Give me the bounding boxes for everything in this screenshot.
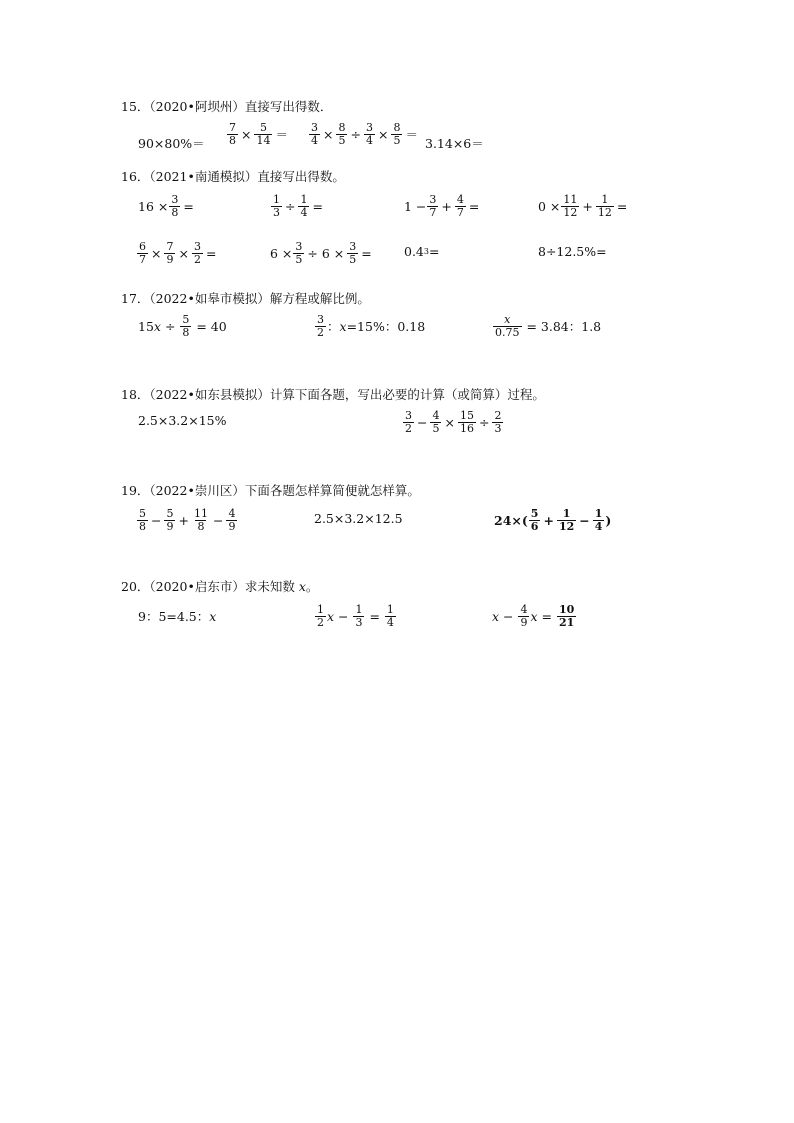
- q19-title: 19．（2022•崇川区）下面各题怎样算简便就怎样算。: [121, 483, 420, 498]
- q16-f-den2: 5: [349, 252, 357, 266]
- q19-a-op1: −: [151, 512, 162, 528]
- q15-e3-op3: ×: [377, 126, 389, 142]
- q16-g-base: 0.4: [404, 244, 424, 259]
- q16-expr-c: [404, 194, 481, 218]
- q16-f-num1: 3: [295, 240, 303, 253]
- q20-c-den2: 21: [558, 615, 575, 629]
- q19-c-op1: +: [543, 512, 554, 528]
- q19-c-num2: 1: [562, 507, 571, 520]
- q18-b-den1: 2: [405, 421, 412, 435]
- q18-b-op2: ×: [444, 414, 455, 430]
- q15-e2-num2: 5: [259, 121, 267, 134]
- q19-a-den4: 9: [228, 519, 236, 533]
- q19-a-num3: 11: [193, 507, 208, 520]
- q17-c-den: 0.75: [495, 325, 520, 339]
- q16-f-num2: 3: [349, 240, 357, 253]
- q20-c-num1: 4: [520, 603, 528, 616]
- q15-expr-3: [308, 122, 420, 146]
- q16-f-pre: 6 ×: [270, 245, 293, 261]
- q20-a-var: x: [209, 608, 217, 624]
- q17-a-rest: = 40: [192, 318, 227, 334]
- q19-c-post: ): [605, 512, 612, 528]
- q16-d-den2: 12: [597, 205, 612, 219]
- q16-c-op: +: [441, 198, 452, 214]
- q17-b-var: x: [339, 318, 347, 334]
- q16-c-num1: 3: [429, 193, 437, 206]
- q15-e3-den3: 4: [365, 133, 373, 147]
- q19-a-op2: +: [178, 512, 189, 528]
- q16-c-eq: =: [468, 198, 480, 214]
- q16-b-num2: 1: [300, 193, 308, 206]
- q17-a-pre: 15: [138, 318, 154, 334]
- q16-expr-e: [136, 241, 218, 265]
- q16-e-num3: 3: [193, 240, 201, 253]
- q15-e2-op: ×: [241, 126, 252, 142]
- q16-b-op: ÷: [285, 198, 296, 214]
- q20-b-den3: 4: [386, 615, 394, 629]
- q20-b-num2: 1: [355, 603, 363, 616]
- q16-b-num1: 1: [273, 193, 280, 206]
- q20-expr-c: [492, 604, 577, 628]
- q19-a-num4: 4: [228, 507, 236, 520]
- q16-b-den1: 3: [273, 205, 280, 219]
- q20-title-post: 。: [305, 579, 319, 594]
- q15-e2-den2: 14: [256, 133, 271, 147]
- q18-b-op1: −: [417, 414, 428, 430]
- q15-e2-eq: ＝: [275, 127, 288, 143]
- q16-e-op2: ×: [178, 245, 189, 261]
- q16-expr-f: [270, 241, 374, 265]
- q20-b-num3: 1: [386, 603, 394, 616]
- q19-c-den1: 6: [530, 519, 539, 533]
- q19-c-den2: 12: [558, 519, 575, 533]
- q16-d-eq: =: [616, 198, 628, 214]
- q16-d-pre: 0 ×: [538, 198, 561, 214]
- q19-c-op2: −: [579, 512, 590, 528]
- q15-title: 15．（2020•阿坝州）直接写出得数．: [121, 99, 333, 114]
- q17-b-den: 2: [317, 325, 324, 339]
- q19-a-num2: 5: [166, 507, 174, 520]
- q20-c-op: −: [499, 608, 518, 624]
- q20-expr-a: [138, 607, 216, 625]
- q15-e3-num3: 3: [365, 121, 373, 134]
- q17-c-rest: = 3.84：1.8: [522, 319, 602, 335]
- q19-a-op3: −: [212, 512, 224, 528]
- q16-e-den1: 7: [139, 252, 146, 266]
- q15-e3-op1: ×: [323, 126, 334, 142]
- q16-f-eq: =: [361, 245, 372, 261]
- q17-a-num: 5: [182, 313, 190, 326]
- q16-d-num2: 1: [601, 193, 609, 206]
- q20-title: [121, 577, 318, 595]
- q20-c-den1: 9: [520, 615, 528, 629]
- q19-a-den1: 8: [139, 519, 146, 533]
- q16-e-den2: 9: [166, 252, 174, 266]
- q18-b-num2: 4: [432, 409, 440, 422]
- q18-b-den2: 5: [432, 421, 440, 435]
- q17-expr-c: [492, 314, 601, 338]
- q18-expr-a: 2.5×3.2×15%: [138, 413, 227, 428]
- q16-e-den3: 2: [193, 252, 201, 266]
- q18-b-num1: 3: [405, 409, 412, 422]
- q17-b-rest2: =15%：0.18: [346, 319, 426, 335]
- q15-e2-num1: 7: [229, 121, 236, 134]
- q16-f-den1: 5: [295, 252, 303, 266]
- q20-b-op: −: [334, 608, 353, 624]
- q16-title: 16．（2021•南通模拟）直接写出得数。: [121, 169, 345, 184]
- q15-e3-den4: 5: [393, 133, 401, 147]
- q17-title: 17．（2022•如皋市模拟）解方程或解比例。: [121, 291, 370, 306]
- q20-c-var2: x: [530, 608, 538, 624]
- q20-c-num2: 10: [558, 603, 575, 616]
- q15-e3-num4: 8: [393, 121, 401, 134]
- q19-c-num3: 1: [594, 507, 603, 520]
- q20-b-eq: =: [365, 608, 384, 624]
- q20-b-var: x: [327, 608, 335, 624]
- q16-e-eq: =: [205, 245, 217, 261]
- q20-a-pre: 9：5=4.5：: [138, 609, 210, 624]
- q16-e-op1: ×: [151, 245, 162, 261]
- q16-expr-h: 8÷12.5%=: [538, 244, 607, 259]
- q17-expr-a: [138, 314, 227, 338]
- q16-c-den1: 7: [429, 205, 437, 219]
- q20-c-eq: =: [537, 608, 556, 624]
- q15-e2-den1: 8: [229, 133, 236, 147]
- q19-a-den3: 8: [197, 519, 205, 533]
- q16-a-den: 8: [171, 205, 179, 219]
- q16-expr-g: [404, 244, 439, 259]
- q17-c-num: x: [504, 313, 511, 326]
- q16-a-eq: =: [183, 198, 194, 214]
- q16-f-mid: ÷ 6 ×: [307, 245, 345, 261]
- q15-expr-4: 3.14×6＝: [425, 136, 484, 151]
- q16-c-num2: 4: [456, 193, 464, 206]
- q15-e3-den1: 4: [311, 133, 318, 147]
- q16-e-num2: 7: [166, 240, 174, 253]
- q15-e3-num2: 8: [338, 121, 346, 134]
- q19-c-pre: 24×(: [494, 512, 528, 528]
- q19-expr-c: [494, 508, 611, 532]
- q16-c-pre: 1 −: [404, 198, 427, 214]
- q20-title-pre: 20．（2020•启东市）求未知数: [121, 579, 299, 594]
- q17-expr-b: [314, 314, 425, 338]
- q16-c-den2: 7: [456, 205, 464, 219]
- q16-a-num: 3: [171, 193, 179, 206]
- q20-title-var: x: [298, 579, 306, 594]
- q16-d-op: +: [582, 198, 593, 214]
- q17-a-var: x: [153, 318, 161, 334]
- q17-a-op: ÷: [160, 318, 180, 334]
- q20-b-num1: 1: [317, 603, 324, 616]
- q19-a-den2: 9: [166, 519, 174, 533]
- q16-b-eq: =: [312, 198, 323, 214]
- q18-b-den3: 16: [459, 421, 474, 435]
- q17-a-den: 8: [182, 325, 190, 339]
- q18-b-num3: 15: [459, 409, 474, 422]
- q18-expr-b: [402, 410, 504, 434]
- q20-c-var1: x: [492, 608, 500, 624]
- q16-d-num1: 11: [563, 193, 578, 206]
- q16-a-pre: 16 ×: [138, 198, 169, 214]
- q17-b-num: 3: [317, 313, 324, 326]
- q18-b-op3: ÷: [478, 414, 490, 430]
- q18-title: 18．（2022•如东县模拟）计算下面各题，写出必要的计算（或简算）过程。: [121, 387, 545, 402]
- q16-expr-d: [538, 194, 629, 218]
- q20-expr-b: [314, 604, 397, 628]
- q15-e3-num1: 3: [311, 121, 318, 134]
- q19-a-num1: 5: [139, 507, 146, 520]
- q16-expr-a: [138, 194, 196, 218]
- q15-expr-2: [226, 122, 290, 146]
- q16-expr-b: [270, 194, 325, 218]
- q15-expr-1: 90×80%＝: [138, 136, 205, 151]
- q18-b-num4: 2: [494, 409, 502, 422]
- q16-e-num1: 6: [139, 240, 146, 253]
- q19-expr-a: [136, 508, 238, 532]
- q16-g-eq: =: [428, 244, 440, 259]
- q20-b-den1: 2: [317, 615, 324, 629]
- q16-d-den1: 12: [563, 205, 578, 219]
- q19-c-num1: 5: [530, 507, 539, 520]
- q19-expr-b: 2.5×3.2×12.5: [314, 511, 403, 526]
- q17-b-rest1: ：: [327, 319, 340, 335]
- q18-b-den4: 3: [494, 421, 502, 435]
- q15-e3-eq: ＝: [405, 127, 418, 143]
- q19-c-den3: 4: [594, 519, 603, 533]
- q16-b-den2: 4: [300, 205, 308, 219]
- q16-g-exp: 3: [423, 247, 429, 256]
- q15-e3-den2: 5: [338, 133, 346, 147]
- q20-b-den2: 3: [355, 615, 363, 629]
- q15-e3-op2: ÷: [350, 126, 361, 142]
